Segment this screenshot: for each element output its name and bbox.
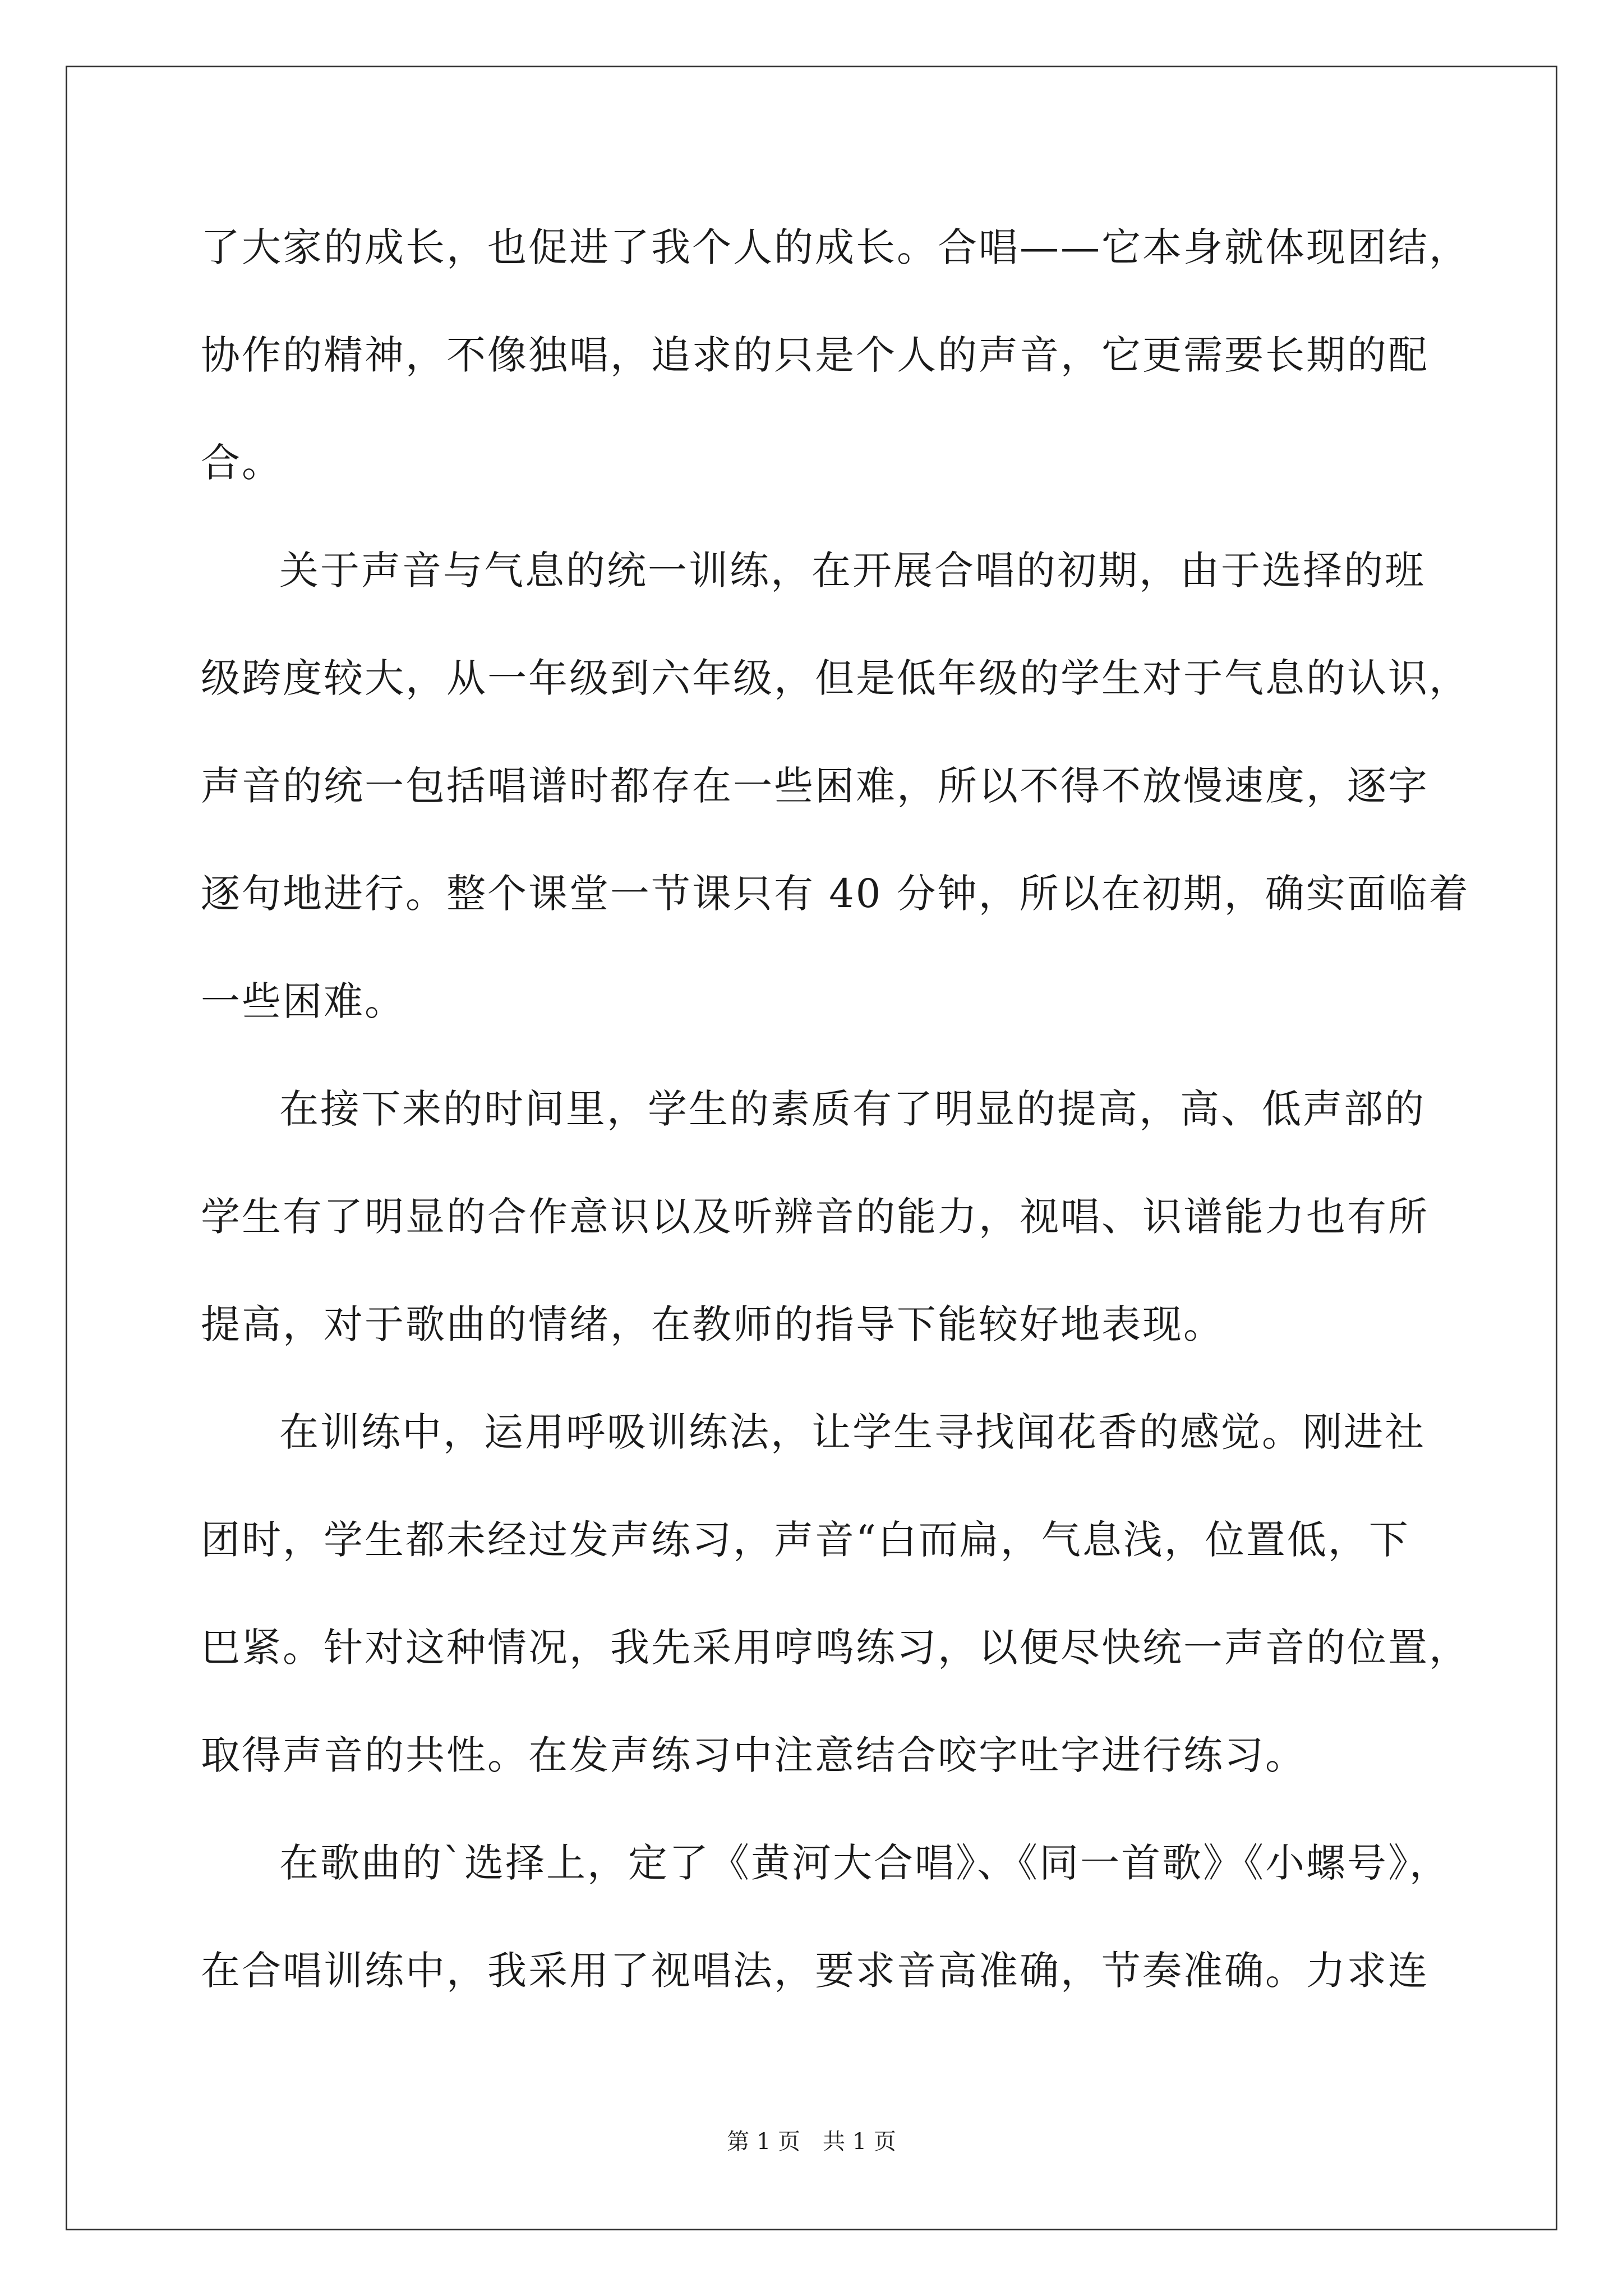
text-line: 逐句地进行。整个课堂一节课只有 40 分钟，所以在初期，确实面临着 xyxy=(201,871,1470,917)
document-body xyxy=(201,194,1470,2024)
text-line: 巴紧。针对这种情况，我先采用哼鸣练习，以便尽快统一声音的位置， xyxy=(201,1625,1470,1671)
text-line: 一些困难。 xyxy=(201,978,405,1024)
text-line: 声音的统一包括唱谱时都存在一些困难，所以不得不放慢速度，逐字 xyxy=(201,763,1429,809)
text-line: 学生有了明显的合作意识以及听辨音的能力，视唱、识谱能力也有所 xyxy=(201,1194,1429,1240)
text-line: 提高，对于歌曲的情绪，在教师的指导下能较好地表现。 xyxy=(201,1301,1224,1347)
text-line: 在接下来的时间里，学生的素质有了明显的提高，高、低声部的 xyxy=(279,1086,1426,1132)
text-line: 级跨度较大，从一年级到六年级，但是低年级的学生对于气息的认识， xyxy=(201,655,1470,701)
text-line: 合。 xyxy=(201,440,283,486)
text-line: 协作的精神，不像独唱，追求的只是个人的声音，它更需要长期的配 xyxy=(201,332,1429,378)
text-line: 在合唱训练中，我采用了视唱法，要求音高准确，节奏准确。力求连 xyxy=(201,1948,1429,1994)
text-line: 团时，学生都未经过发声练习，声音“白而扁，气息浅，位置低，下 xyxy=(201,1517,1410,1563)
text-line: 取得声音的共性。在发声练习中注意结合咬字吐字进行练习。 xyxy=(201,1732,1306,1778)
text-line: 了大家的成长，也促进了我个人的成长。合唱——它本身就体现团结， xyxy=(201,224,1470,270)
page-footer: 第 1 页 共 1 页 xyxy=(727,2129,896,2155)
text-line: 在训练中，运用呼吸训练法，让学生寻找闻花香的感觉。刚进社 xyxy=(279,1409,1426,1455)
text-line: 关于声音与气息的统一训练，在开展合唱的初期，由于选择的班 xyxy=(279,547,1426,593)
text-line: 在歌曲的`选择上，定了《黄河大合唱》、《同一首歌》《小螺号》， xyxy=(279,1840,1450,1886)
